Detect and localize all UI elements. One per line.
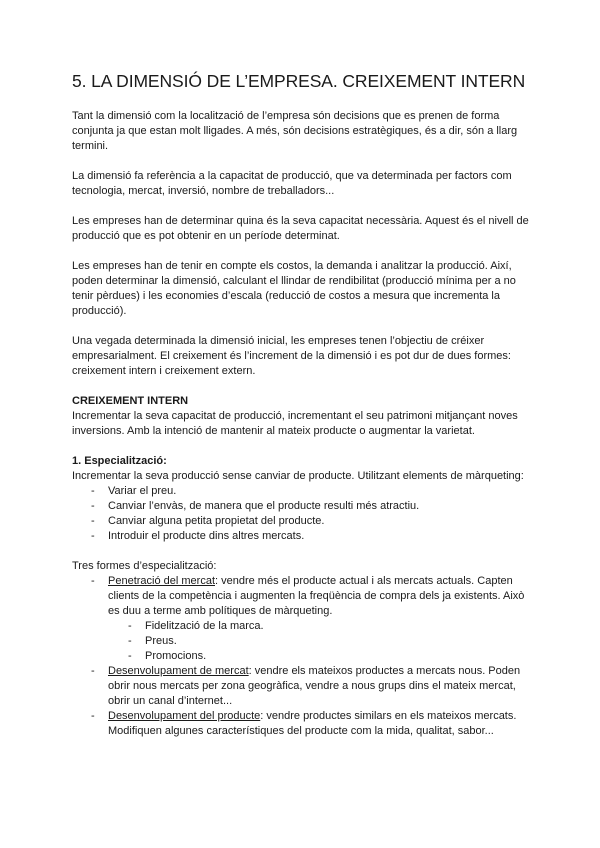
term-penetracio: Penetració del mercat xyxy=(108,575,215,587)
section-especialitzacio xyxy=(72,454,530,544)
list-item: - Canviar l’envàs, de manera que el producte resulti més atractiu. xyxy=(91,499,530,514)
list-item: - Canviar alguna petita propietat del producte. xyxy=(91,514,530,529)
term-description: : vendre més el producte actual i als mercats actuals. Capten clients de la competència i augmenten la freqüència de compra dels ja existents. Això es duu a terme amb polítiques de màrqueting. xyxy=(108,575,525,617)
section-heading: CREIXEMENT INTERN xyxy=(72,395,189,407)
document-body xyxy=(72,70,530,739)
sub-list-item: - Promocions. xyxy=(128,649,530,664)
sub-list-item: - Fidelització de la marca. xyxy=(128,619,530,634)
formes-intro: Tres formes d’especialització: xyxy=(72,560,217,572)
formes-list xyxy=(72,574,530,739)
bullet-list xyxy=(72,484,530,544)
section-text: Incrementar la seva capacitat de producció, incrementant el seu patrimoni mitjançant noves inversions. Amb la intenció de mantenir al mateix producte o augmentar la varietat. xyxy=(72,410,518,437)
section-creixement-intern xyxy=(72,394,530,439)
term-desenvolupament-producte: Desenvolupament del producte xyxy=(108,710,261,722)
paragraph: Tant la dimensió com la localització de l’empresa són decisions que es prenen de forma conjunta ja que estan molt lligades. A més, són decisions estratègiques, és a dir, són a llarg termini. xyxy=(72,110,518,152)
list-item xyxy=(91,709,530,739)
list-item xyxy=(91,574,530,664)
list-item: - Introduir el producte dins altres mercats. xyxy=(91,529,530,544)
term-desenvolupament-mercat: Desenvolupament de mercat xyxy=(108,665,249,677)
term-description: : vendre productes similars en els mateixos mercats. Modifiquen algunes característiques del producte com la mida, qualitat, sabor... xyxy=(108,710,517,737)
section-formes xyxy=(72,559,530,739)
subsection-heading: 1. Especialització: xyxy=(72,455,167,467)
sub-list-item: - Preus. xyxy=(128,634,530,649)
term-description: : vendre els mateixos productes a mercats nous. Poden obrir nous mercats per zona geogràfica, vendre a nous grups dins el mateix mercat, obrir un canal d’internet... xyxy=(108,665,521,707)
page-title: 5. LA DIMENSIÓ DE L’EMPRESA. CREIXEMENT INTERN xyxy=(72,71,526,91)
sub-list xyxy=(108,619,530,664)
paragraph: Les empreses han de determinar quina és la seva capacitat necessària. Aquest és el nivell de producció que es pot obtenir en un període determinat. xyxy=(72,215,529,242)
paragraph: Les empreses han de tenir en compte els costos, la demanda i analitzar la producció. Així, poden determinar la dimensió, calculant el llindar de rendibilitat (producció mínima per a no tenir pèrdues) i les economies d’escala (reducció de costos a mesura que incrementa la producció). xyxy=(72,260,516,317)
list-item: - Variar el preu. xyxy=(91,484,530,499)
list-item xyxy=(91,664,530,709)
paragraph: La dimensió fa referència a la capacitat de producció, que va determinada per factors com tecnologia, mercat, inversió, nombre de treballadors... xyxy=(72,170,512,197)
paragraph: Una vegada determinada la dimensió inicial, les empreses tenen l’objectiu de créixer empresarialment. El creixement és l’increment de la dimensió i es pot dur de dues formes: creixement intern i creixement extern. xyxy=(72,335,511,377)
subsection-text: Incrementar la seva producció sense canviar de producte. Utilitzant elements de màrqueting: xyxy=(72,470,524,482)
